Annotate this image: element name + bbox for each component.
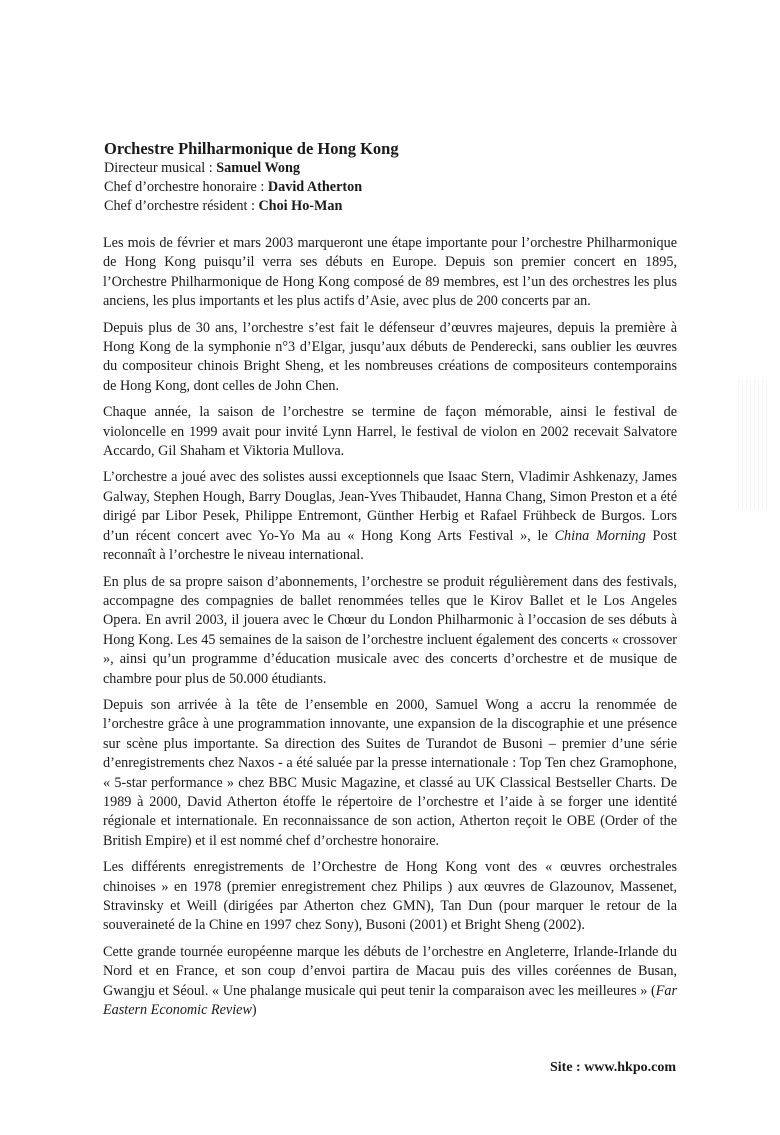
scan-edge-mark xyxy=(738,380,768,510)
roles-list xyxy=(104,159,684,216)
page-title: Orchestre Philharmonique de Hong Kong xyxy=(104,139,399,158)
paragraph-3: Chaque année, la saison de l’orchestre se termine de façon mémorable, ainsi le festival de violoncelle en 1999 avait pour invité Lynn Harrel, le festival de violon en 2002 recevait Salvatore Accardo, Gil Shaham et Viktoria Mullova. xyxy=(103,404,677,460)
paragraph-8 xyxy=(103,943,677,1021)
paragraph-4 xyxy=(103,468,677,565)
role-label: Chef d’orchestre honoraire : xyxy=(104,179,268,195)
paragraph-1: Les mois de février et mars 2003 marqueront une étape importante pour l’orchestre Philharmonique de Hong Kong puisqu’il verra ses débuts en Europe. Depuis son premier concert en 1895, l’Orchestre Philharmonique de Hong Kong composé de 89 membres, est l’un des orchestres les plus anciens, les plus importants et les plus actifs d’Asie, avec plus de 200 concerts par an. xyxy=(103,235,677,310)
paragraph-4-text-end: Post reconnaît à l’orchestre le niveau international. xyxy=(103,527,678,564)
role-name: David Atherton xyxy=(267,179,363,195)
role-resident-conductor xyxy=(104,197,684,216)
newspaper-name: China Morning xyxy=(554,527,646,544)
role-music-director xyxy=(104,159,684,178)
paragraph-5: En plus de sa propre saison d’abonnements, l’orchestre se produit régulièrement dans des festivals, accompagne des compagnies de ballet renommées telles que le Kirov Ballet et le Los Angeles Opera. En avril 2003, il jouera avec le Chœur du London Philharmonic à l’occasion de ses débuts à Hong Kong. Les 45 semaines de la saison de l’orchestre incluent également des concerts « crossover », ainsi qu’un programme d’éducation musicale avec des concerts d’orchestre et de musique de chambre pour plus de 50.000 étudiants. xyxy=(103,573,677,687)
role-label: Chef d’orchestre résident : xyxy=(104,198,259,214)
role-label: Directeur musical : xyxy=(104,160,217,176)
paragraph-8-text-end: ) xyxy=(251,1002,257,1019)
body-text xyxy=(103,234,677,1027)
paragraph-2: Depuis plus de 30 ans, l’orchestre s’est fait le défenseur d’œuvres majeures, depuis la première à Hong Kong de la symphonie n°3 d’Elgar, jusqu’aux débuts de Penderecki, sans oublier les œuvres du compositeur chinois Bright Sheng, et les nombreuses créations de compositeurs contemporains de Hong Kong, dont celles de John Chen. xyxy=(103,319,677,394)
website-link: Site : www.hkpo.com xyxy=(549,1060,676,1075)
role-name: Choi Ho-Man xyxy=(258,198,343,214)
header-block xyxy=(104,139,684,216)
paragraph-8-text: Cette grande tournée européenne marque les débuts de l’orchestre en Angleterre, Irlande-Irlande du Nord et en France, et son coup d’envoi partira de Macau puis des villes coréennes de Busan, Gwangju et Séoul. « Une phalange musicale qui peut tenir la comparaison avec les meilleures » ( xyxy=(103,943,677,999)
paragraph-7: Les différents enregistrements de l’Orchestre de Hong Kong vont des « œuvres orchestrales chinoises » en 1978 (premier enregistrement chez Philips ) aux œuvres de Glazounov, Massenet, Stravinsky et Weill (dirigées par Atherton chez GMN), Tan Dun (pour marquer le retour de la souveraineté de la Chine en 1997 chez Sony), Busoni (2001) et Bright Sheng (2002). xyxy=(103,859,677,934)
paragraph-6: Depuis son arrivée à la tête de l’ensemble en 2000, Samuel Wong a accru la renommée de l’orchestre grâce à une programmation innovante, une expansion de la discographie et une présence sur scène plus importante. Sa direction des Suites de Turandot de Busoni – premier d’une série d’enregistrements chez Naxos - a été saluée par la presse internationale : Top Ten chez Gramophone, « 5-star performance » chez BBC Music Magazine, et classé au UK Classical Bestseller Charts. De 1989 à 2000, David Atherton étoffe le répertoire de l’orchestre et l’aide à se forger une identité régionale et internationale. En reconnaissance de son action, Atherton reçoit le OBE (Order of the British Empire) et il est nommé chef d’orchestre honoraire. xyxy=(103,696,677,849)
role-name: Samuel Wong xyxy=(216,160,300,176)
paragraph-4-text: L’orchestre a joué avec des solistes aussi exceptionnels que Isaac Stern, Vladimir Ashkenazy, James Galway, Stephen Hough, Barry Douglas, Jean-Yves Thibaudet, Hanna Chang, Simon Preston et a été dirigé par Libor Pesek, Philippe Entremont, Günther Herbig et Rafael Frühbeck de Burgos. Lors d’un récent concert avec Yo-Yo Ma au « Hong Kong Arts Festival », le xyxy=(103,469,677,544)
review-name: Far Eastern Economic Review xyxy=(103,982,677,1019)
role-honorary-conductor xyxy=(104,178,684,197)
